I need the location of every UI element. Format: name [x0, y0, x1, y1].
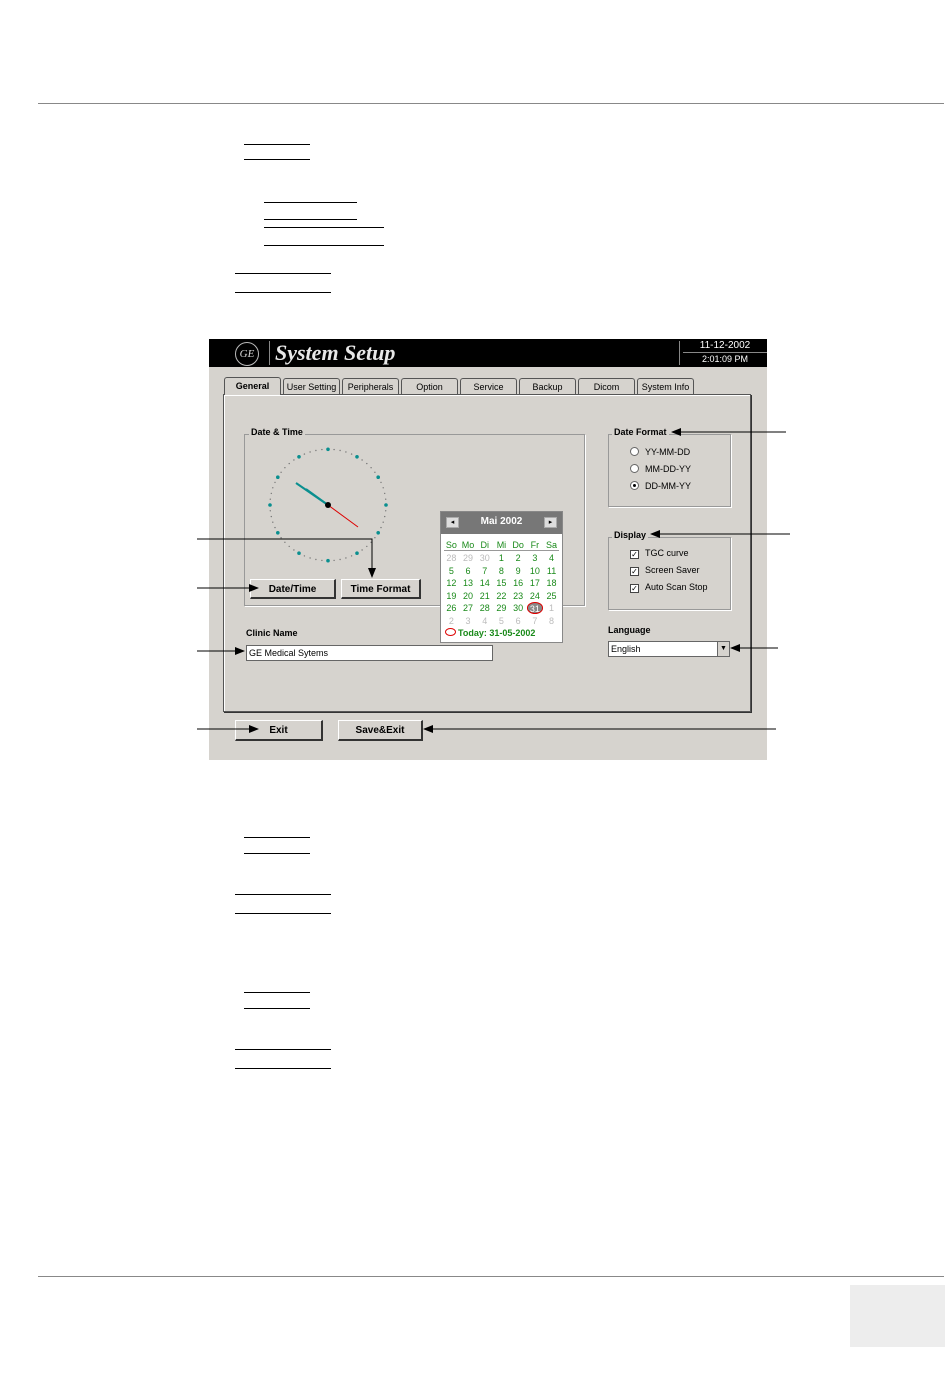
calendar-day[interactable]: 27 — [463, 603, 474, 613]
calendar-day[interactable]: 28 — [479, 603, 490, 613]
calendar-weekday: Sa — [546, 540, 558, 550]
calendar-prev-button[interactable]: ◂ — [446, 517, 459, 528]
check-icon[interactable]: ✓ — [631, 567, 638, 576]
calendar-day[interactable]: 19 — [446, 590, 457, 601]
exit-button[interactable]: Exit — [235, 720, 323, 741]
calendar-day[interactable]: 3 — [532, 553, 538, 563]
calendar-weekday: Di — [480, 540, 489, 550]
calendar-day[interactable]: 11 — [546, 565, 557, 576]
check-icon[interactable]: ✓ — [631, 584, 638, 593]
calendar-weekday: So — [445, 540, 457, 550]
current-time: 2:01:09 PM — [701, 354, 749, 364]
calendar-day[interactable]: 7 — [532, 615, 538, 626]
calendar-day[interactable]: 6 — [515, 615, 521, 626]
calendar-day[interactable]: 29 — [463, 553, 474, 563]
calendar-day[interactable]: 2 — [448, 615, 454, 626]
calendar-month: Mai 2002 — [480, 516, 523, 527]
calendar-day[interactable]: 31 — [527, 602, 544, 614]
language-label: Language — [608, 625, 651, 635]
calendar-day[interactable]: 14 — [479, 578, 490, 588]
checkbox-label: TGC curve — [645, 548, 689, 558]
calendar-day[interactable]: 1 — [498, 553, 504, 563]
calendar-day[interactable]: 30 — [513, 603, 524, 613]
date-format-group-label: Date Format — [614, 427, 667, 437]
checkbox-label: Auto Scan Stop — [645, 582, 708, 592]
display-group-label: Display — [614, 530, 647, 540]
calendar-day[interactable]: 30 — [479, 553, 490, 563]
calendar-day[interactable]: 9 — [515, 565, 521, 576]
calendar-day[interactable]: 5 — [498, 615, 504, 626]
tab-peripherals[interactable]: Peripherals — [342, 378, 399, 394]
language-value: English — [611, 644, 641, 654]
calendar-day[interactable]: 4 — [482, 615, 488, 626]
calendar-day[interactable]: 12 — [446, 578, 457, 588]
calendar-day[interactable]: 22 — [496, 590, 507, 601]
radio-label: YY-MM-DD — [645, 447, 691, 457]
current-date: 11-12-2002 — [699, 340, 751, 351]
calendar-day[interactable]: 3 — [465, 615, 471, 626]
calendar-day[interactable]: 24 — [529, 590, 540, 601]
calendar-day[interactable]: 28 — [446, 553, 457, 563]
calendar-day[interactable]: 21 — [479, 590, 490, 601]
calendar-day[interactable]: 4 — [549, 553, 555, 563]
calendar-day[interactable]: 8 — [549, 615, 555, 626]
tab-option[interactable]: Option — [401, 378, 458, 394]
callout-time-format — [197, 539, 372, 577]
calendar-day[interactable]: 23 — [513, 590, 524, 601]
ge-logo: GE — [235, 342, 259, 366]
calendar-day[interactable]: 15 — [496, 578, 507, 588]
calendar-day[interactable]: 5 — [448, 565, 454, 576]
calendar-day[interactable]: 25 — [546, 590, 557, 601]
radio-label: MM-DD-YY — [645, 464, 691, 474]
tab-backup[interactable]: Backup — [519, 378, 576, 394]
save-exit-button[interactable]: Save&Exit — [338, 720, 423, 741]
calendar-day[interactable]: 18 — [546, 578, 557, 588]
calendar-weekday: Fr — [530, 540, 540, 550]
calendar-day[interactable]: 13 — [463, 578, 474, 588]
calendar-day[interactable]: 7 — [482, 565, 488, 576]
tab-service[interactable]: Service — [460, 378, 517, 394]
calendar-weekday: Mo — [461, 540, 475, 550]
calendar-day[interactable]: 1 — [549, 603, 555, 613]
calendar-weekday: Mi — [496, 540, 507, 550]
checkbox-label: Screen Saver — [645, 565, 700, 575]
tab-user-setting[interactable]: User Setting — [283, 378, 340, 394]
chevron-down-icon[interactable]: ▼ — [717, 642, 729, 656]
calendar-day[interactable]: 16 — [513, 578, 524, 588]
calendar-next-button[interactable]: ▸ — [544, 517, 557, 528]
date-time-button[interactable]: Date/Time — [250, 579, 336, 599]
today-label: Today: 31-05-2002 — [458, 628, 536, 638]
calendar-day[interactable]: 26 — [446, 603, 457, 613]
calendar-day[interactable]: 29 — [496, 603, 507, 613]
time-format-button[interactable]: Time Format — [341, 579, 421, 599]
window-title: System Setup — [275, 340, 396, 365]
calendar-day[interactable]: 6 — [465, 565, 471, 576]
calendar-day[interactable]: 20 — [463, 590, 474, 601]
calendar-day[interactable]: 17 — [529, 578, 540, 588]
tab-dicom[interactable]: Dicom — [578, 378, 635, 394]
calendar-day[interactable]: 8 — [498, 565, 504, 576]
calendar-day[interactable]: 2 — [515, 553, 521, 563]
calendar-day[interactable]: 10 — [529, 565, 540, 576]
check-icon[interactable]: ✓ — [631, 550, 638, 559]
clinic-name-label: Clinic Name — [246, 628, 298, 638]
date-time-group-label: Date & Time — [251, 427, 303, 437]
radio-label: DD-MM-YY — [645, 481, 691, 491]
clinic-name-input[interactable]: GE Medical Sytems — [246, 645, 493, 661]
calendar-weekday: Do — [512, 540, 524, 550]
tab-system-info[interactable]: System Info — [637, 378, 694, 394]
tab-general[interactable]: General — [224, 377, 281, 395]
